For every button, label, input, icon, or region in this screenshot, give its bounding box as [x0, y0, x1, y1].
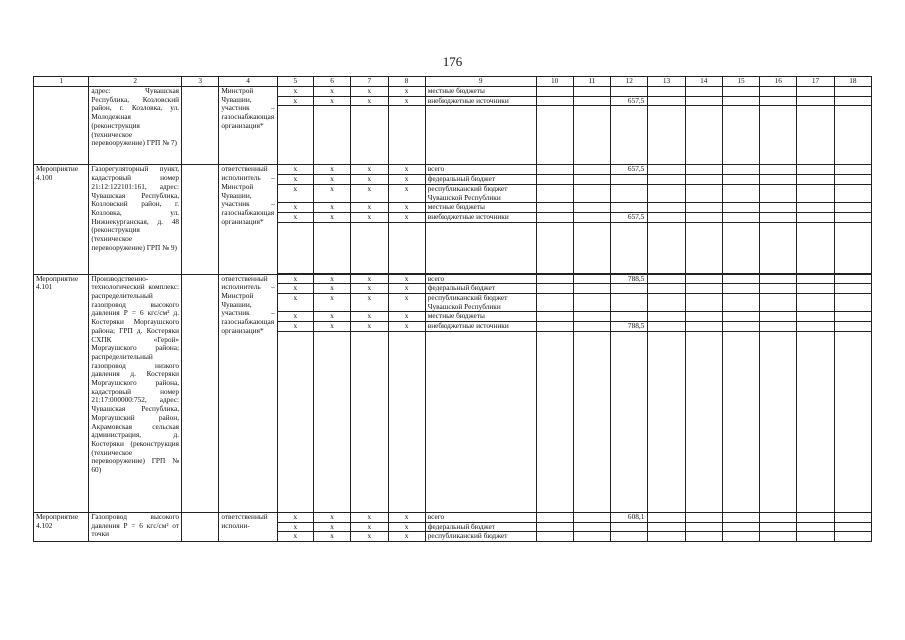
col-header: 18: [834, 77, 871, 87]
table-row: [34, 512, 872, 522]
x-mark: x: [277, 522, 313, 532]
source-label: внебюджетные источники: [425, 212, 536, 222]
x-mark: x: [277, 212, 313, 222]
page-number: 176: [442, 54, 463, 69]
funding-value: 657,5: [611, 212, 648, 222]
x-mark: x: [388, 87, 425, 97]
x-mark: x: [388, 274, 425, 284]
table-row: [34, 165, 872, 175]
x-mark: x: [277, 165, 313, 175]
x-mark: x: [351, 322, 388, 332]
funding-value: 788,5: [611, 274, 648, 284]
object-cell: Производственно-технологический комплекс: распределительный газопровод высокого давления Р = 6 кгс/см² д. Костеряки Моргаушского района; ГРП д. Костеряки СХПК «Герой» Моргаушского района; распределительный газопровод низкого давления д. Костеряки Моргаушского района, кадастровый номер 21:17:000000:752, адрес: Чувашская Республика, Моргаушский район, Акрамовская сельская администрация, д. Костеряки (реконструкция (техническое перевооружение) ГРП № 60): [89, 274, 182, 512]
x-mark: x: [388, 175, 425, 185]
object-cell: адрес: Чувашская Республика, Козловский район, г. Козловка, ул. Молодежная (реконструкция (техническое перевооружение) ГРП № 7): [89, 87, 182, 165]
funding-value: 657,5: [611, 96, 648, 106]
x-mark: x: [351, 522, 388, 532]
deadline-cell: [182, 512, 219, 541]
event-name: Мероприятие 4.101: [34, 274, 89, 512]
source-label: всего: [425, 274, 536, 284]
executor-cell: ответственный исполнитель – Минстрой Чувашии, участник – газоснабжающая организация*: [219, 274, 277, 512]
source-label: федеральный бюджет: [425, 175, 536, 185]
object-cell: Газопровод высокого давления Р = 6 кгс/см² от точки: [89, 512, 182, 541]
event-name: Мероприятие 4.102: [34, 512, 89, 541]
x-mark: x: [313, 512, 350, 522]
x-mark: x: [277, 175, 313, 185]
x-mark: x: [351, 87, 388, 97]
deadline-cell: [182, 87, 219, 165]
column-number-row: [34, 77, 872, 87]
x-mark: x: [277, 184, 313, 202]
event-cell: [34, 87, 89, 165]
x-mark: x: [388, 512, 425, 522]
x-mark: x: [277, 284, 313, 294]
source-label: республиканский бюджет Чувашской Республики: [425, 184, 536, 202]
x-mark: x: [277, 322, 313, 332]
col-header: 12: [611, 77, 648, 87]
x-mark: x: [388, 284, 425, 294]
x-mark: x: [313, 96, 350, 106]
x-mark: x: [351, 294, 388, 312]
x-mark: x: [351, 96, 388, 106]
x-mark: x: [388, 322, 425, 332]
table-row: [34, 87, 872, 97]
source-label: федеральный бюджет: [425, 522, 536, 532]
x-mark: x: [351, 184, 388, 202]
x-mark: x: [313, 294, 350, 312]
object-cell: Газорегуляторный пункт, кадастровый номер 21:12:122101:161, адрес: Чувашская Республика, Козловский район, г. Козловка, ул. Нижнекурганская, д. 48 (реконструкция (техническое перевооружение) ГРП № 9): [89, 165, 182, 274]
col-header: 17: [797, 77, 834, 87]
x-mark: x: [388, 184, 425, 202]
col-header: 13: [648, 77, 685, 87]
x-mark: x: [313, 165, 350, 175]
col-header: 11: [573, 77, 610, 87]
x-mark: x: [388, 312, 425, 322]
col-header: 8: [388, 77, 425, 87]
x-mark: x: [351, 284, 388, 294]
source-label: местные бюджеты: [425, 203, 536, 213]
col-header: 9: [425, 77, 536, 87]
source-label: внебюджетные источники: [425, 96, 536, 106]
x-mark: x: [388, 212, 425, 222]
funding-value: 657,5: [611, 165, 648, 175]
x-mark: x: [351, 274, 388, 284]
col-header: 15: [722, 77, 759, 87]
source-label: республиканский бюджет: [425, 532, 536, 542]
col-header: 7: [351, 77, 388, 87]
x-mark: x: [388, 203, 425, 213]
executor-cell: Минстрой Чувашии, участник – газоснабжающая организация*: [219, 87, 277, 165]
deadline-cell: [182, 165, 219, 274]
x-mark: x: [313, 274, 350, 284]
source-label: всего: [425, 512, 536, 522]
col-header: 3: [182, 77, 219, 87]
x-mark: x: [277, 512, 313, 522]
x-mark: x: [351, 512, 388, 522]
x-mark: x: [277, 294, 313, 312]
x-mark: x: [351, 165, 388, 175]
source-label: всего: [425, 165, 536, 175]
x-mark: x: [313, 322, 350, 332]
x-mark: x: [313, 532, 350, 542]
col-header: 1: [34, 77, 89, 87]
col-header: 14: [685, 77, 722, 87]
col-header: 10: [536, 77, 573, 87]
source-label: местные бюджеты: [425, 312, 536, 322]
col-header: 6: [313, 77, 350, 87]
x-mark: x: [388, 165, 425, 175]
x-mark: x: [388, 294, 425, 312]
x-mark: x: [313, 87, 350, 97]
x-mark: x: [351, 175, 388, 185]
x-mark: x: [277, 96, 313, 106]
col-header: 4: [219, 77, 277, 87]
col-header: 2: [89, 77, 182, 87]
funding-value: 608,1: [611, 512, 648, 522]
x-mark: x: [388, 532, 425, 542]
x-mark: x: [351, 203, 388, 213]
x-mark: x: [351, 532, 388, 542]
source-label: федеральный бюджет: [425, 284, 536, 294]
source-label: республиканский бюджет Чувашской Республики: [425, 294, 536, 312]
x-mark: x: [351, 312, 388, 322]
col-header: 16: [760, 77, 797, 87]
x-mark: x: [277, 203, 313, 213]
event-name: Мероприятие 4.100: [34, 165, 89, 274]
executor-cell: ответственный исполнитель – Минстрой Чувашии, участник – газоснабжающая организация*: [219, 165, 277, 274]
deadline-cell: [182, 274, 219, 512]
x-mark: x: [313, 284, 350, 294]
x-mark: x: [313, 184, 350, 202]
x-mark: x: [277, 312, 313, 322]
x-mark: x: [313, 212, 350, 222]
program-table: [33, 76, 872, 542]
x-mark: x: [313, 203, 350, 213]
x-mark: x: [277, 274, 313, 284]
funding-value: 788,5: [611, 322, 648, 332]
x-mark: x: [313, 522, 350, 532]
x-mark: x: [277, 87, 313, 97]
x-mark: x: [313, 175, 350, 185]
x-mark: x: [388, 522, 425, 532]
source-label: местные бюджеты: [425, 87, 536, 97]
table-row: [34, 274, 872, 284]
x-mark: x: [351, 212, 388, 222]
source-label: внебюджетные источники: [425, 322, 536, 332]
x-mark: x: [388, 96, 425, 106]
x-mark: x: [313, 312, 350, 322]
x-mark: x: [277, 532, 313, 542]
col-header: 5: [277, 77, 313, 87]
executor-cell: ответственный исполни-: [219, 512, 277, 541]
